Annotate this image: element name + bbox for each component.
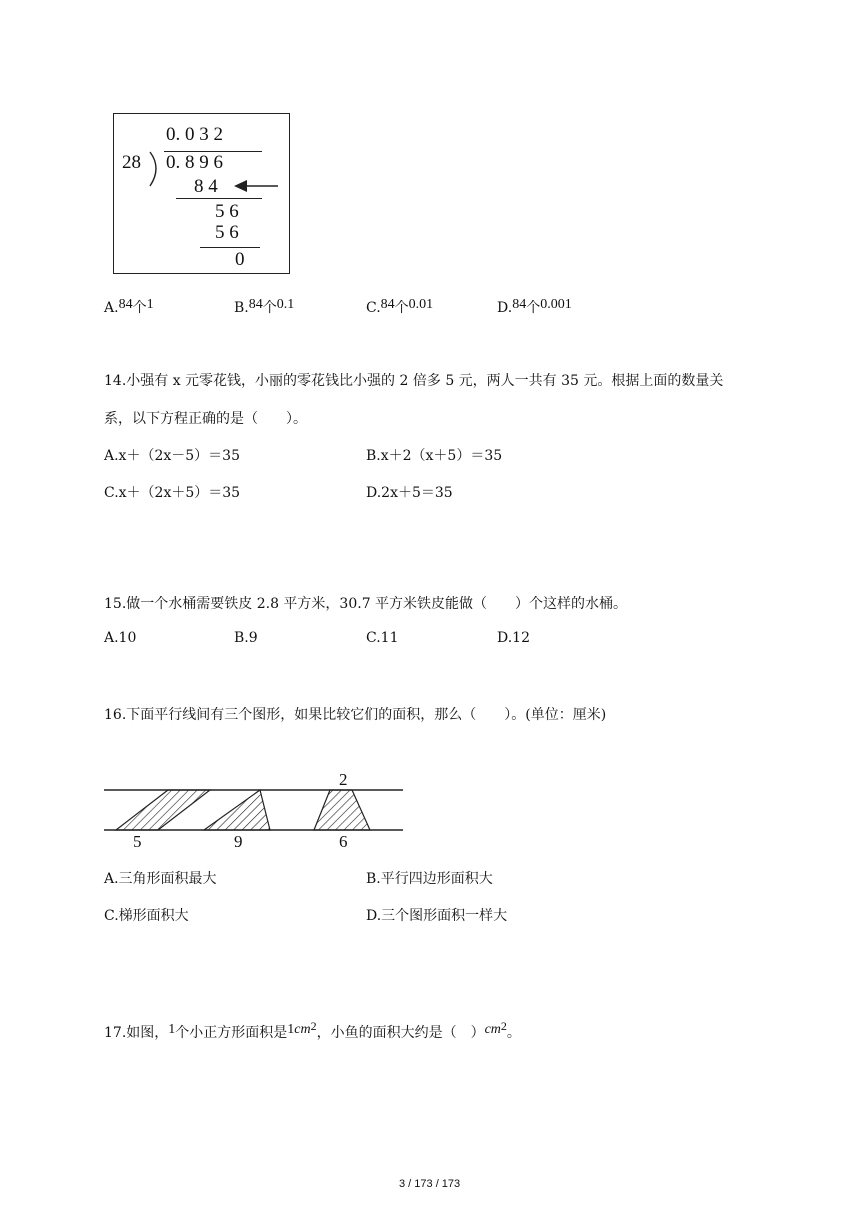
divisor: 28	[122, 152, 141, 173]
parallel-lines-figure	[100, 768, 410, 854]
q17-prefix: 17.如图，	[104, 1025, 169, 1041]
q17-exponent: 2	[310, 1019, 317, 1033]
triangle-shape	[204, 790, 270, 830]
option-letter: B.	[234, 300, 249, 316]
q13-option-c[interactable]	[366, 297, 433, 317]
remainder: 0	[235, 249, 245, 270]
q17-exponent2: 2	[500, 1019, 507, 1033]
q17-count: 1	[168, 1022, 176, 1037]
label-triangle-base: 9	[234, 832, 243, 851]
q17-suffix: ，小鱼的面积大约是（ ）	[316, 1025, 485, 1041]
option-value: 0.001	[540, 297, 572, 312]
page-number: 3 / 173 / 173	[399, 1178, 461, 1190]
long-division-figure	[113, 113, 290, 274]
option-unit: 个	[262, 300, 277, 316]
q17-mid: 个小正方形面积是	[175, 1025, 288, 1041]
option-value: 0.01	[408, 297, 434, 312]
q17-unit2: cm	[484, 1022, 501, 1037]
q17-unit: cm	[294, 1022, 311, 1037]
option-unit: 个	[394, 300, 409, 316]
q13-option-b[interactable]	[234, 297, 294, 317]
q15-option-b[interactable]: B.9	[234, 630, 258, 646]
dividend: 0. 8 9 6	[166, 152, 223, 173]
division-line-3	[200, 247, 260, 248]
option-unit: 个	[132, 300, 147, 316]
q16-option-d[interactable]: D.三个图形面积一样大	[366, 908, 508, 924]
q16-option-c[interactable]: C.梯形面积大	[104, 908, 189, 924]
q15-option-a[interactable]: A.10	[104, 630, 137, 646]
option-letter: D.	[497, 300, 513, 316]
q14-option-a[interactable]: A.x＋（2x－5）＝35	[104, 448, 240, 464]
arrow-left-icon	[234, 178, 280, 194]
option-number: 84	[380, 297, 395, 312]
step-84: 8 4	[194, 176, 218, 197]
option-number: 84	[248, 297, 263, 312]
q16-option-a[interactable]: A.三角形面积最大	[104, 871, 217, 887]
q14-option-b[interactable]: B.x＋2（x＋5）＝35	[366, 448, 503, 464]
option-letter: C.	[366, 300, 381, 316]
q14-option-c[interactable]: C.x＋（2x＋5）＝35	[104, 485, 241, 501]
q14-option-d[interactable]: D.2x＋5＝35	[366, 485, 453, 501]
q13-option-a[interactable]	[104, 297, 154, 317]
label-parallelogram-base: 5	[133, 832, 142, 851]
q15-option-c[interactable]: C.11	[366, 630, 399, 646]
q15-question: 15.做一个水桶需要铁皮 2.8 平方米，30.7 平方米铁皮能做（ ）个这样的水桶。	[104, 596, 628, 612]
q13-option-d[interactable]	[497, 297, 572, 317]
q15-option-d[interactable]: D.12	[497, 630, 530, 646]
quotient: 0. 0 3 2	[166, 124, 223, 145]
option-value: 1	[146, 297, 154, 312]
q14-question-line2: 系，以下方程正确的是（ ）。	[104, 411, 307, 427]
q17-area: 1	[287, 1022, 295, 1037]
q14-question-line1: 14.小强有 x 元零花钱，小丽的零花钱比小强的 2 倍多 5 元，两人一共有 35 元。根据上面的数量关	[104, 373, 724, 389]
option-number: 84	[118, 297, 133, 312]
division-line-2	[176, 198, 262, 199]
option-value: 0.1	[276, 297, 295, 312]
trapezoid-shape	[314, 790, 370, 830]
step-56b: 5 6	[215, 222, 239, 243]
q17-question	[104, 1019, 521, 1042]
q16-option-b[interactable]: B.平行四边形面积大	[366, 871, 493, 887]
option-unit: 个	[526, 300, 541, 316]
label-trapezoid-base: 6	[339, 832, 348, 851]
label-trapezoid-top: 2	[339, 770, 348, 789]
option-letter: A.	[104, 300, 119, 316]
option-number: 84	[512, 297, 527, 312]
q17-end: 。	[506, 1025, 521, 1041]
parallelogram-shape	[116, 790, 210, 830]
step-56a: 5 6	[215, 201, 239, 222]
q16-question: 16.下面平行线间有三个图形，如果比较它们的面积，那么（ ）。(单位：厘米)	[104, 707, 607, 723]
division-bracket	[148, 150, 164, 188]
